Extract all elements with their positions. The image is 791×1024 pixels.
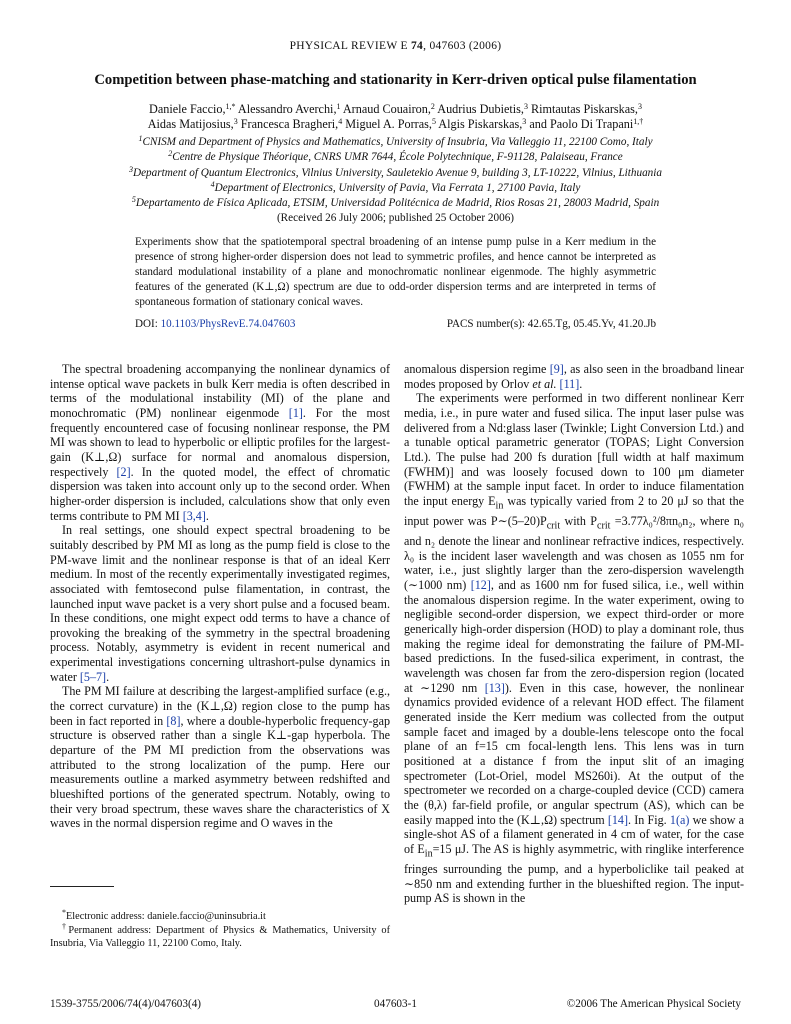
subscript: crit bbox=[597, 520, 611, 532]
author-affiliation-mark[interactable]: 3 bbox=[637, 102, 642, 111]
author-affiliation-mark[interactable]: 1,* bbox=[225, 102, 236, 111]
doi-label: DOI: bbox=[135, 318, 158, 330]
subscript: crit bbox=[546, 520, 561, 532]
author-name: Alessandro Averchi, bbox=[235, 102, 337, 116]
affiliation-line bbox=[40, 135, 751, 150]
journal-name: PHYSICAL REVIEW E bbox=[289, 40, 408, 52]
subscript: in bbox=[495, 500, 504, 512]
citation-link[interactable]: [13] bbox=[484, 680, 505, 695]
volume-number: 74 bbox=[410, 40, 424, 52]
affiliation-text: Department of Electronics, University of Pavia, Via Ferrata 1, 27100 Pavia, Italy bbox=[214, 181, 581, 194]
body-column-left bbox=[50, 362, 390, 831]
footer-copyright: ©2006 The American Physical Society bbox=[566, 998, 741, 1010]
citation-link[interactable]: [9] bbox=[549, 362, 564, 376]
footnotes bbox=[50, 910, 390, 951]
article-number-year: , 047603 (2006) bbox=[423, 40, 502, 52]
body-paragraph: In real settings, one should expect spectral broadening to be suitably described by PM MI as long as the pump field is close to the PM-wave limit and the nonlinear response is that of an ideal Kerr medium. In most of the recently experimentally investigated regimes, associated with femtosecond pulse filamentation, in contrast, the launched input wave packet is a very short pulse and a focused beam. In these conditions, one might expect odd terms to have a chance of provoking the breaking of the symmetry in the spectral broadening process. Notably, asymmetry is evident in recent numerical and experimental investigations concerning ultrashort-pulse dynamics in water [5–7]. bbox=[50, 523, 390, 684]
citation-link[interactable]: [2] bbox=[116, 464, 131, 479]
footnote bbox=[50, 910, 390, 924]
affiliation-line bbox=[40, 196, 751, 211]
citation-link[interactable]: [12] bbox=[470, 578, 491, 592]
affiliation-number: 4 bbox=[210, 179, 215, 189]
body-paragraph: anomalous dispersion regime [9], as also seen in the broadband linear modes proposed by Orlov et al. [11]. bbox=[404, 362, 744, 391]
author-affiliation-mark[interactable]: 1 bbox=[336, 102, 341, 111]
affiliation-text: Departamento de Física Aplicada, ETSIM, Universidad Politécnica de Madrid, Rios Rosas 21, 28003 Madrid, Spain bbox=[135, 197, 660, 210]
paper-title: Competition between phase-matching and stationarity in Kerr-driven optical pulse filamentation bbox=[94, 72, 697, 88]
affiliation-number: 2 bbox=[168, 149, 173, 159]
author-name: Miguel A. Porras, bbox=[342, 117, 432, 131]
affiliation-text: Centre de Physique Théorique, CNRS UMR 7644, École Polytechnique, F-91128, Palaiseau, France bbox=[172, 151, 623, 164]
author-name: Aidas Matijosius, bbox=[147, 117, 234, 131]
affiliation-line bbox=[40, 181, 751, 196]
doi-pacs-row bbox=[135, 318, 656, 330]
citation-link[interactable]: [5–7] bbox=[79, 669, 107, 684]
affiliation-text: CNISM and Department of Physics and Mathematics, University of Insubria, Via Valleggio 11, 22100 Como, Italy bbox=[142, 136, 653, 148]
author-affiliation-mark[interactable]: 3 bbox=[233, 117, 238, 126]
affiliation-number: 3 bbox=[129, 164, 134, 174]
body-column-right bbox=[404, 362, 744, 906]
footnote bbox=[50, 921, 390, 951]
author-line-1 bbox=[40, 102, 751, 117]
author-affiliation-mark[interactable]: 5 bbox=[431, 117, 436, 126]
received-dates: (Received 26 July 2006; published 25 October 2006) bbox=[276, 212, 515, 225]
affiliation-number: 1 bbox=[138, 134, 143, 143]
footnote-mark: * bbox=[62, 908, 66, 917]
footer-page-number: 047603-1 bbox=[374, 998, 417, 1010]
body-paragraph: The spectral broadening accompanying the nonlinear dynamics of intense optical wave packets in bulk Kerr media is often described in terms of the modulational instability (MI) of the plane and monochromatic (PM) nonlinear eigenmode [1]. For the most frequently encountered case of focusing nonlinear response, the PM MI was shown to lead to hyperbolic or elliptic profiles for the largest-gain (K⊥,Ω) surface for normal and anomalous dispersion, respectively [2]. In the quoted model, the effect of chromatic dispersion was taken into account only up to the second order. When higher-order dispersion is included, calculations show that only even terms contribute to PM MI [3,4]. bbox=[50, 362, 390, 523]
author-name: Algis Piskarskas, bbox=[435, 117, 523, 131]
subscript: in bbox=[424, 848, 433, 860]
author-line-2 bbox=[40, 117, 751, 132]
citation-link[interactable]: [1] bbox=[288, 405, 303, 420]
body-paragraph: The PM MI failure at describing the largest-amplified surface (e.g., the correct curvature) in the (K⊥,Ω) region close to the pump has been in fact reported in [8], where a double-hyperbolic frequency-gap structure is observed rather than a single K⊥-gap hyperbola. The departure of the PM MI prediction from the observations was attributed to the strong localization of the pump. Here our measurements outline a marked asymmetry between redshifted and blueshifted portions of the generated spectrum. Notably, owing to their very broad spectrum, these waves share the characteristics of X waves in the normal dispersion regime and O waves in the bbox=[50, 684, 390, 831]
footnote-text: Permanent address: Department of Physics & Mathematics, University of Insubria, Via Valleggio 11, 22100 Como, Italy. bbox=[50, 924, 390, 950]
author-affiliation-mark[interactable]: 3 bbox=[523, 102, 528, 111]
author-list bbox=[40, 102, 751, 132]
author-affiliation-mark[interactable]: 3 bbox=[522, 117, 527, 126]
footer-issn: 1539-3755/2006/74(4)/047603(4) bbox=[50, 998, 202, 1010]
footnote-text: Electronic address: daniele.faccio@uninsubria.it bbox=[66, 911, 266, 922]
author-affiliation-mark[interactable]: 2 bbox=[430, 102, 435, 111]
body-paragraph: The experiments were performed in two different nonlinear Kerr media, i.e., in pure water and fused silica. The input laser pulse was delivered from a Nd:glass laser (Twinkle; Light Conversion Ltd.) and a tunable optical parametric generator (TOPAS; Light Conversion Ltd.). The pulse had 200 fs duration [full width at half maximum (FWHM)] and was loosely focused down to 100 μm diameter (FWHM) at the sample input facet. In order to induce filamentation the input energy $E_{in}$ was typically varied from 2 to 20 μJ so that the input power was $P\sim(5-20)P_{crit}$ with $P_{crit} =3.77\lambda_0^2/8\pi n_0n_2$, where n₀ and n₂ denote the linear and nonlinear refractive indices, respectively. λ₀ is the incident laser wavelength and was chosen as 1055 nm for water, i.e., just slightly larger than the zero-dispersion wavelength (∼1000 nm) [12], and as 1600 nm for fused silica, i.e., well within the anomalous dispersion regime. In the water experiment, owing to negligible second-order dispersion, we expect third-order or more generically high-order dispersion (HOD) to play a dominant role, thus making the regime ideal for demonstrating the failure of PM-MI-based predictions. In the fused-silica experiment, in contrast, the wavelength was chosen far from the zero-dispersion region (located at ∼1290 nm [13]). Even in this case, however, the nonlinear dynamics provided evidence of a relevant HOD effect. The filament generated inside the Kerr medium was collected from the output sample facet and imaged by a double-lens telescope onto the focal plane of an f=15 cm focal-length lens. This lens was in turn positioned at a distance f from the input slit of an imaging spectrometer (Lot-Oriel, model MS260i). At the output of the spectrometer we recorded on a charge-coupled device (CCD) camera the (θ,λ) far-field profile, or angular spectrum (AS), which can be easily mapped into the (K⊥,Ω) spectrum [14]. In Fig. 1(a) we show a single-shot AS of a filament generated in 4 cm of water, for the case of $E_{in}=15$ μJ. The AS is highly asymmetric, with ringlike interference fringes surrounding the pump, and a hyperboliclike tail peaked at ∼850 nm and extending further in the blueshifted region. The input-pump AS is shown in the bbox=[404, 391, 745, 906]
affiliation-text: Department of Quantum Electronics, Vilnius University, Sauletekio Avenue 9, building 3, LT-10222, Vilnius, Lithuania bbox=[133, 166, 662, 179]
author-name: Rimtautas Piskarskas, bbox=[527, 102, 638, 116]
author-name: and Paolo Di Trapani bbox=[526, 117, 634, 131]
footnote-mark: † bbox=[62, 921, 69, 931]
citation-link[interactable]: [8] bbox=[166, 713, 181, 728]
citation-link[interactable]: [14] bbox=[607, 812, 628, 827]
affiliation-line bbox=[40, 150, 751, 165]
author-name: Arnaud Couairon, bbox=[340, 102, 431, 116]
author-name: Audrius Dubietis, bbox=[434, 102, 524, 116]
italic-text: et al. bbox=[532, 376, 557, 391]
abstract: Experiments show that the spatiotemporal spectral broadening of an intense pump pulse in a Kerr medium in the presence of strong higher-order dispersion does not lead to symmetric profiles, and hence cannot be interpreted as standard modulational instability of a plane and monochromatic nonlinear eigenmode. The highly asymmetric features of the generated (K⊥,Ω) spectrum are due to odd-order dispersion terms and are interpreted in terms of spontaneous formation of stationary conical waves. bbox=[135, 236, 656, 308]
running-head bbox=[0, 40, 791, 52]
affiliation-number: 5 bbox=[131, 195, 136, 205]
affiliations bbox=[40, 135, 751, 227]
author-affiliation-mark[interactable]: 1,† bbox=[633, 117, 644, 126]
doi-link[interactable]: 10.1103/PhysRevE.74.047603 bbox=[160, 318, 296, 330]
affiliation-line bbox=[40, 166, 751, 181]
affiliation-list bbox=[40, 135, 751, 211]
author-affiliation-mark[interactable]: 4 bbox=[338, 117, 343, 126]
citation-link[interactable]: [3,4] bbox=[182, 508, 206, 523]
pacs-numbers: PACS number(s): 42.65.Tg, 05.45.Yv, 41.20.Jb bbox=[446, 318, 656, 330]
author-name: Daniele Faccio, bbox=[149, 102, 226, 116]
author-name: Francesca Bragheri, bbox=[237, 117, 339, 131]
footnote-divider bbox=[50, 886, 114, 887]
citation-link[interactable]: 1(a) bbox=[669, 812, 690, 827]
citation-link[interactable]: [11] bbox=[559, 376, 580, 391]
